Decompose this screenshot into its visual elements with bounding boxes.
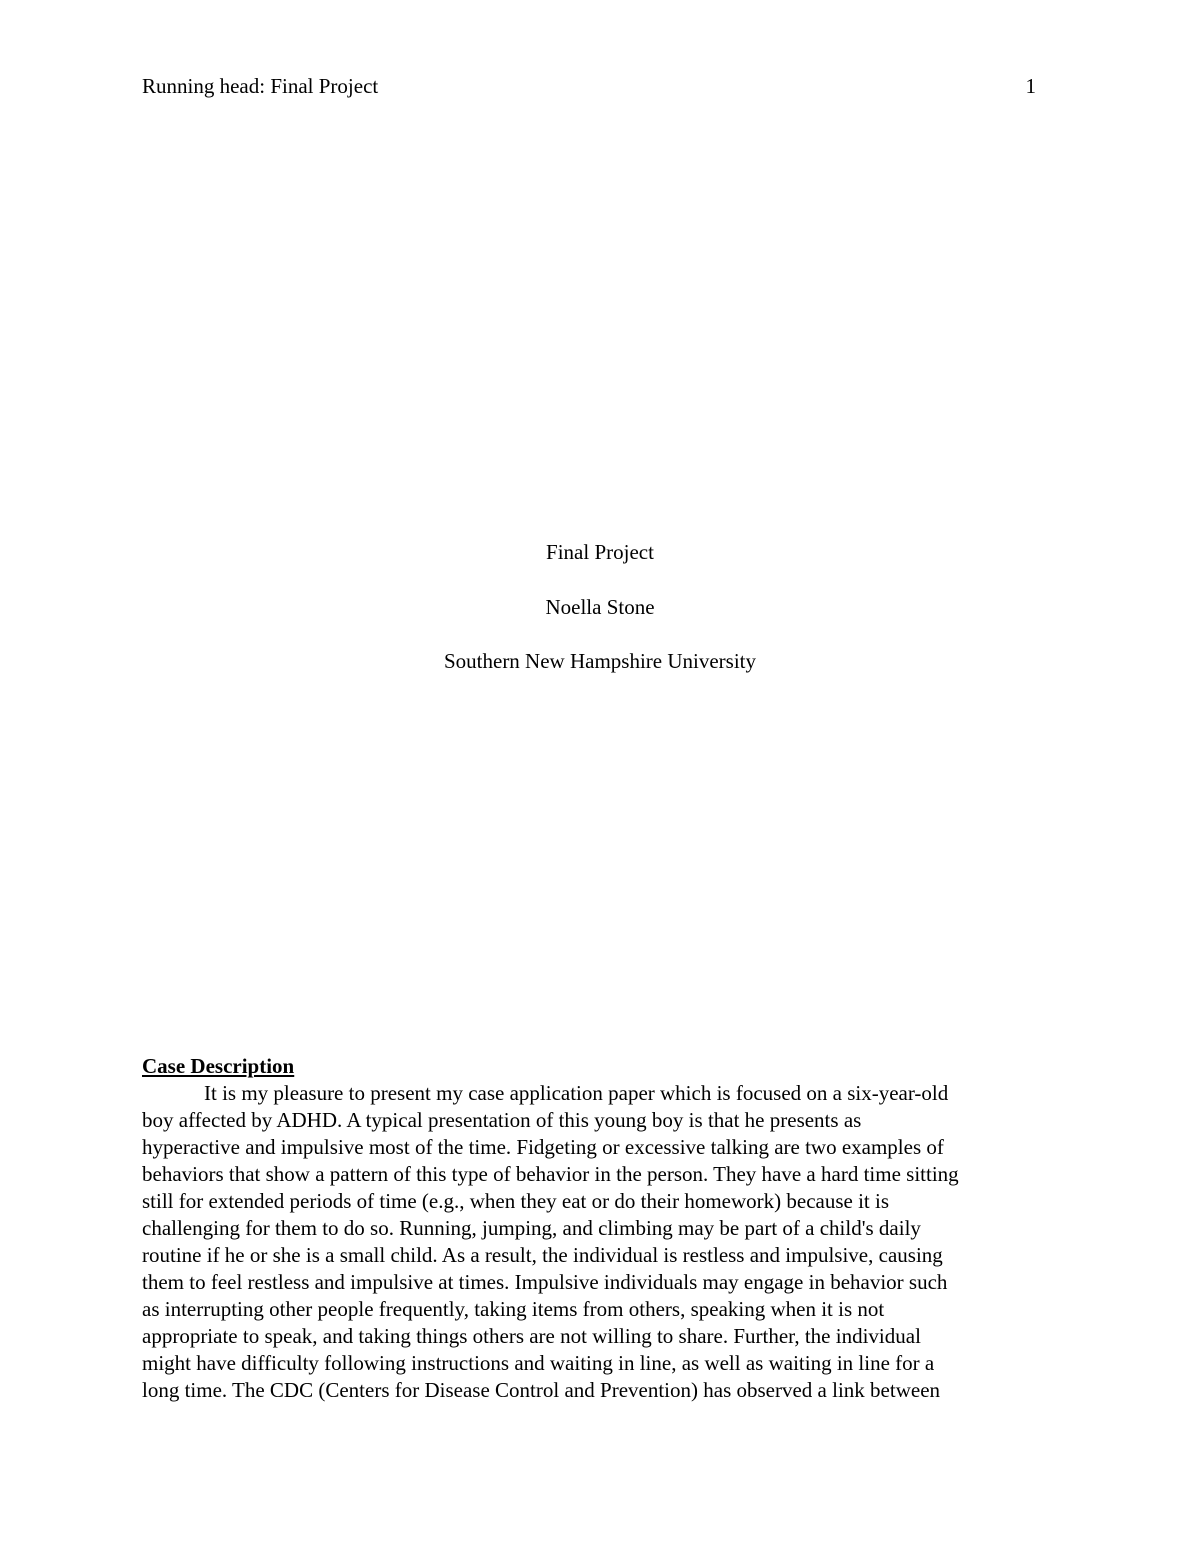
paper-title: Final Project [546, 540, 654, 564]
paragraph-line: routine if he or she is a small child. As a result, the individual is restless and impulsive, causing [142, 1243, 943, 1267]
title-block [0, 539, 1200, 703]
paragraph-line: might have difficulty following instructions and waiting in line, as well as waiting in line for a [142, 1351, 935, 1375]
paragraph-line: as interrupting other people frequently, taking items from others, speaking when it is not [142, 1297, 885, 1321]
paragraph-line: challenging for them to do so. Running, jumping, and climbing may be part of a child's daily [142, 1216, 921, 1240]
case-description-section [142, 1053, 1072, 1404]
paragraph-line: long time. The CDC (Centers for Disease Control and Prevention) has observed a link between [142, 1378, 941, 1402]
author-name: Noella Stone [545, 594, 655, 619]
institution-name: Southern New Hampshire University [443, 649, 757, 673]
paragraph-line: still for extended periods of time (e.g., when they eat or do their homework) because it is [142, 1189, 890, 1213]
page-number: 1 [1025, 74, 1036, 98]
section-heading: Case Description [142, 1054, 295, 1078]
paragraph-line: It is my pleasure to present my case application paper which is focused on a six-year-old [204, 1081, 949, 1105]
paragraph-line: behaviors that show a pattern of this type of behavior in the person. They have a hard time sitting [142, 1162, 959, 1186]
paragraph-line: boy affected by ADHD. A typical presentation of this young boy is that he presents as [142, 1108, 862, 1132]
paragraph-line: them to feel restless and impulsive at times. Impulsive individuals may engage in behavior such [142, 1270, 948, 1294]
body-paragraph [142, 1080, 1072, 1404]
paragraph-line: hyperactive and impulsive most of the time. Fidgeting or excessive talking are two examples of [142, 1135, 944, 1159]
running-head: Running head: Final Project [142, 74, 379, 98]
paragraph-line: appropriate to speak, and taking things others are not willing to share. Further, the individual [142, 1324, 921, 1348]
